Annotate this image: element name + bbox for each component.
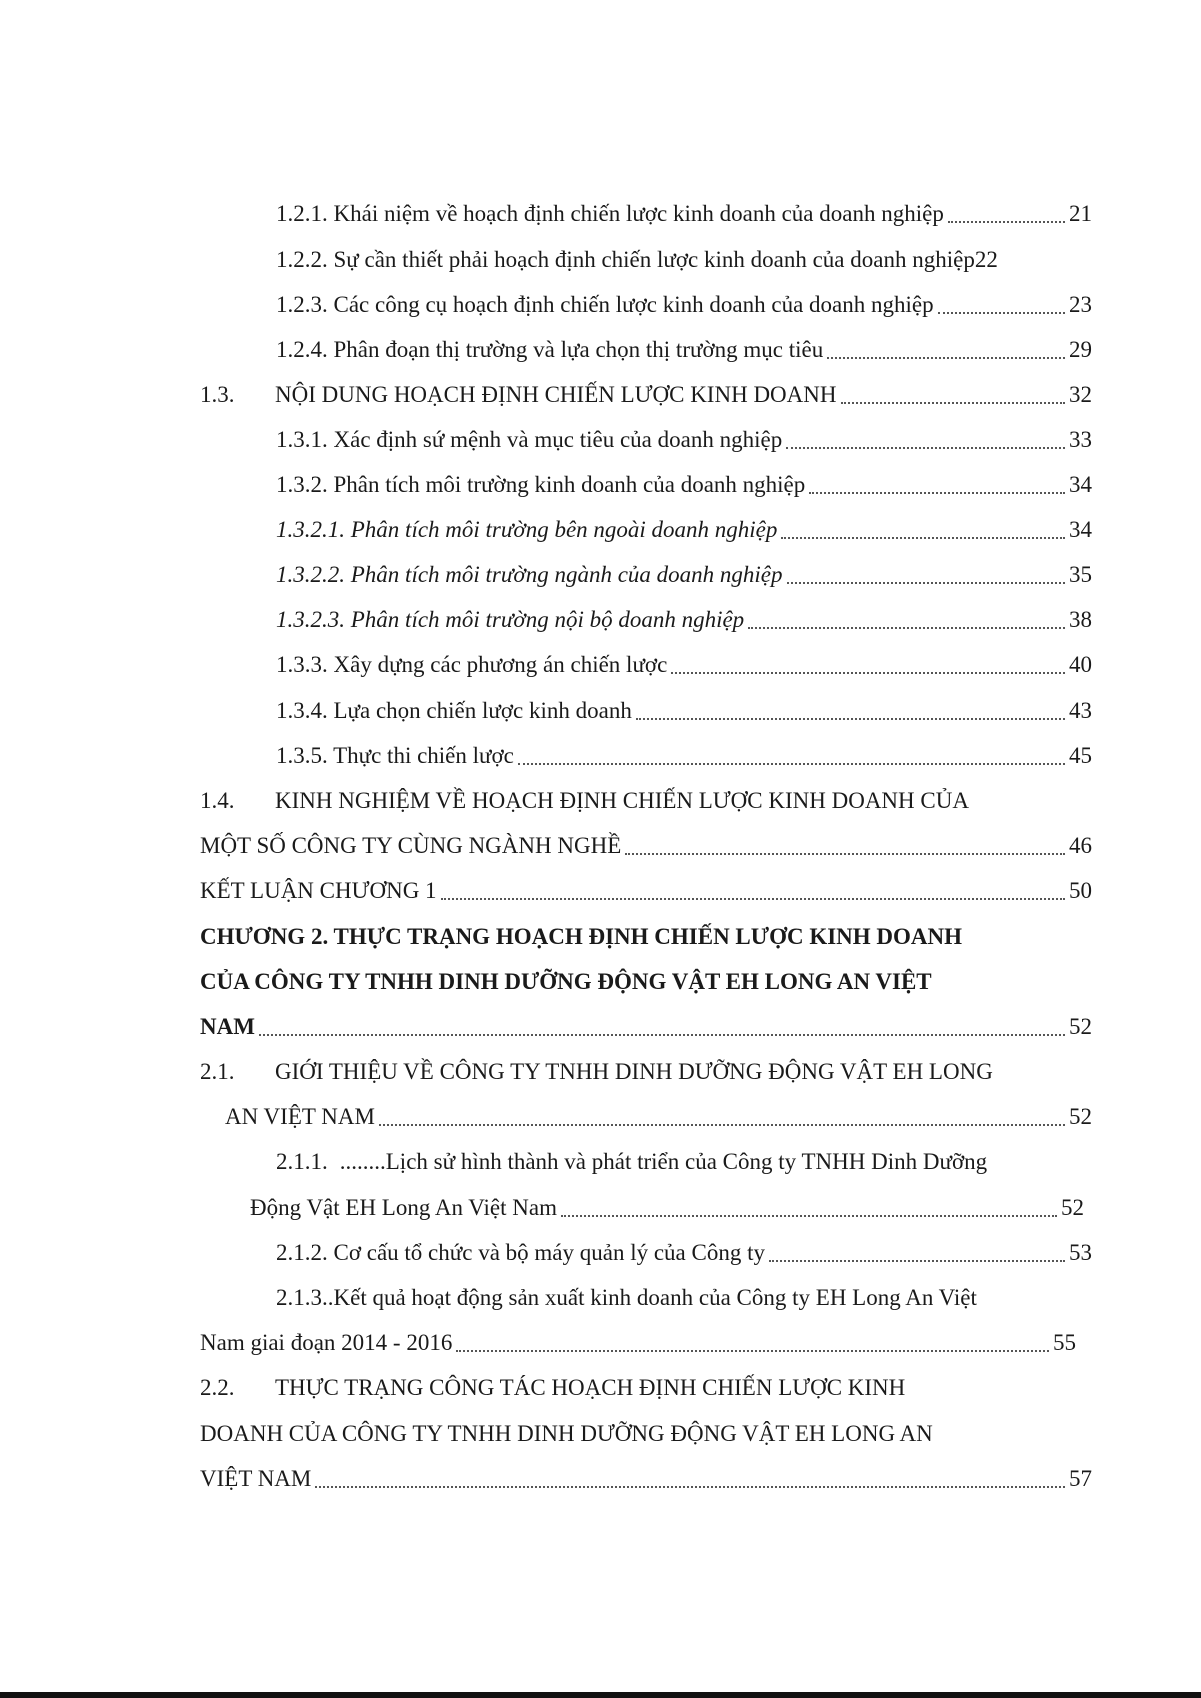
toc-entry-text: 1.3.2. Phân tích môi trường kinh doanh của doanh nghiệp: [276, 472, 806, 497]
toc-entry[interactable]: [276, 470, 1092, 500]
toc-page-number: 38: [1069, 607, 1092, 632]
toc-leader: [636, 718, 1065, 720]
toc-leader: [315, 1486, 1065, 1488]
toc-entry-text: 1.3.5. Thực thi chiến lược: [276, 743, 514, 768]
toc-entry[interactable]: [200, 1419, 1092, 1449]
toc-section-number: 2.1.: [200, 1059, 235, 1084]
toc-leader: [441, 898, 1065, 900]
toc-entry-text: 2.1.2. Cơ cấu tổ chức và bộ máy quản lý của Công ty: [276, 1240, 765, 1265]
toc-entry[interactable]: [276, 290, 1092, 320]
toc-page-number: 43: [1069, 698, 1092, 723]
toc-page-number: 40: [1069, 652, 1092, 677]
toc-entry-text: 1.3.2.1. Phân tích môi trường bên ngoài doanh nghiệp: [276, 517, 778, 542]
toc-entry-text: 1.3.1. Xác định sứ mệnh và mục tiêu của doanh nghiệp: [276, 427, 783, 452]
toc-section-number: 1.4.: [200, 788, 235, 813]
toc-page-number: 34: [1069, 517, 1092, 542]
toc-entry[interactable]: [200, 1328, 1076, 1358]
toc-chapter-heading[interactable]: [200, 1012, 1092, 1042]
toc-leader: [748, 627, 1065, 629]
toc-entry-text: CỦA CÔNG TY TNHH DINH DƯỠNG ĐỘNG VẬT EH LONG AN VIỆT: [200, 969, 932, 994]
toc-page-number: 34: [1069, 472, 1092, 497]
toc-leader: [769, 1260, 1065, 1262]
toc-entry-text: Nam giai đoạn 2014 - 2016: [200, 1330, 453, 1355]
toc-entry-text: 1.3.3. Xây dựng các phương án chiến lược: [276, 652, 668, 677]
toc-entry[interactable]: [250, 1193, 1084, 1223]
toc-entry-text: CHƯƠNG 2. THỰC TRẠNG HOẠCH ĐỊNH CHIẾN LƯỢC KINH DOANH: [200, 924, 963, 949]
toc-page-number: 35: [1069, 562, 1092, 587]
toc-entry[interactable]: [276, 335, 1092, 365]
toc-leader: [625, 853, 1065, 855]
toc-entry-text: GIỚI THIỆU VỀ CÔNG TY TNHH DINH DƯỠNG ĐỘNG VẬT EH LONG: [275, 1059, 993, 1084]
toc-entry[interactable]: [276, 696, 1092, 726]
toc-entry-text: DOANH CỦA CÔNG TY TNHH DINH DƯỠNG ĐỘNG VẬT EH LONG AN: [200, 1421, 933, 1446]
toc-leader: [827, 357, 1065, 359]
toc-entry[interactable]: [276, 245, 1110, 275]
toc-page-number: 57: [1069, 1466, 1092, 1491]
toc-leader: [518, 763, 1065, 765]
toc-entry-text: 1.2.1. Khái niệm về hoạch định chiến lược kinh doanh của doanh nghiệp: [276, 201, 944, 226]
toc-entry-text: KINH NGHIỆM VỀ HOẠCH ĐỊNH CHIẾN LƯỢC KINH DOANH CỦA: [275, 788, 969, 813]
toc-leader: [841, 402, 1066, 404]
toc-page-number: 29: [1069, 337, 1092, 362]
toc-entry-text: 1.3.2.3. Phân tích môi trường nội bộ doanh nghiệp: [276, 607, 745, 632]
toc-page-number: 45: [1069, 743, 1092, 768]
toc-page-number: 22: [974, 247, 998, 272]
toc-leader: [787, 582, 1065, 584]
toc-page-number: 33: [1069, 427, 1092, 452]
toc-entry[interactable]: [276, 199, 1092, 229]
page-bottom-edge: [0, 1692, 1201, 1698]
toc-page-number: 21: [1069, 201, 1092, 226]
toc-leader: [948, 221, 1065, 223]
toc-page-number: 23: [1069, 292, 1092, 317]
toc-page-number: 55: [1053, 1330, 1076, 1355]
toc-leader: [938, 312, 1065, 314]
toc-leader: [456, 1350, 1049, 1352]
toc-entry-text: NAM: [200, 1014, 255, 1039]
toc-entry-text: ........Lịch sử hình thành và phát triển của Công ty TNHH Dinh Dưỡng: [339, 1149, 988, 1174]
toc-entry[interactable]: [200, 831, 1092, 861]
toc-page-number: 52: [1069, 1014, 1092, 1039]
toc-entry-text: 1.2.4. Phân đoạn thị trường và lựa chọn thị trường mục tiêu: [276, 337, 824, 362]
toc-leader: [781, 537, 1065, 539]
toc-entry-text: KẾT LUẬN CHƯƠNG 1: [200, 878, 437, 903]
toc-entry[interactable]: [200, 786, 1092, 816]
toc-entry[interactable]: [200, 1057, 1092, 1087]
toc-entry-text: NỘI DUNG HOẠCH ĐỊNH CHIẾN LƯỢC KINH DOANH: [275, 382, 837, 407]
toc-entry-text: MỘT SỐ CÔNG TY CÙNG NGÀNH NGHỀ: [200, 833, 622, 858]
toc-section-number: 2.2.: [200, 1375, 235, 1400]
toc-entry-text: THỰC TRẠNG CÔNG TÁC HOẠCH ĐỊNH CHIẾN LƯỢC KINH: [275, 1375, 906, 1400]
toc-entry[interactable]: [200, 1464, 1092, 1494]
toc-entry[interactable]: [276, 1147, 1092, 1177]
toc-entry[interactable]: [276, 650, 1092, 680]
toc-page-number: 50: [1069, 878, 1092, 903]
toc-page-number: 52: [1069, 1104, 1092, 1129]
toc-page-number: 46: [1069, 833, 1092, 858]
toc-entry[interactable]: [276, 741, 1092, 771]
toc-entry-text: 2.1.3..Kết quả hoạt động sản xuất kinh doanh của Công ty EH Long An Việt: [276, 1285, 977, 1310]
toc-entry-text: 1.2.3. Các công cụ hoạch định chiến lược kinh doanh của doanh nghiệp: [276, 292, 934, 317]
toc-page-number: 53: [1069, 1240, 1092, 1265]
toc-leader: [671, 672, 1065, 674]
toc-entry-text: 1.3.4. Lựa chọn chiến lược kinh doanh: [276, 698, 632, 723]
toc-entry[interactable]: [276, 1283, 1092, 1313]
toc-leader: [786, 447, 1065, 449]
toc-entry-text: AN VIỆT NAM: [225, 1104, 375, 1129]
toc-entry[interactable]: [200, 380, 1092, 410]
toc-entry-text: VIỆT NAM: [200, 1466, 312, 1491]
toc-chapter-heading[interactable]: [200, 922, 1092, 952]
toc-leader: [561, 1215, 1057, 1217]
toc-entry-text: 1.2.2. Sự cần thiết phải hoạch định chiến lược kinh doanh của doanh nghiệp: [276, 247, 975, 272]
toc-section-number: 1.3.: [200, 382, 235, 407]
toc-entry[interactable]: [225, 1102, 1092, 1132]
toc-page-number: 52: [1061, 1195, 1084, 1220]
toc-section-number: 2.1.1.: [276, 1149, 328, 1174]
toc-chapter-heading[interactable]: [200, 967, 1092, 997]
toc-entry[interactable]: [200, 1373, 1092, 1403]
toc-entry[interactable]: [276, 425, 1092, 455]
toc-entry-text: 1.3.2.2. Phân tích môi trường ngành của doanh nghiệp: [276, 562, 783, 587]
toc-leader: [809, 492, 1065, 494]
toc-entry[interactable]: [276, 515, 1092, 545]
toc-entry[interactable]: [200, 876, 1092, 906]
toc-entry[interactable]: [276, 1238, 1092, 1268]
toc-entry[interactable]: [276, 560, 1092, 590]
toc-leader: [259, 1034, 1065, 1036]
toc-page-number: 32: [1069, 382, 1092, 407]
toc-entry[interactable]: [276, 605, 1092, 635]
toc-entry-text: Động Vật EH Long An Việt Nam: [250, 1195, 557, 1220]
toc-leader: [379, 1124, 1065, 1126]
